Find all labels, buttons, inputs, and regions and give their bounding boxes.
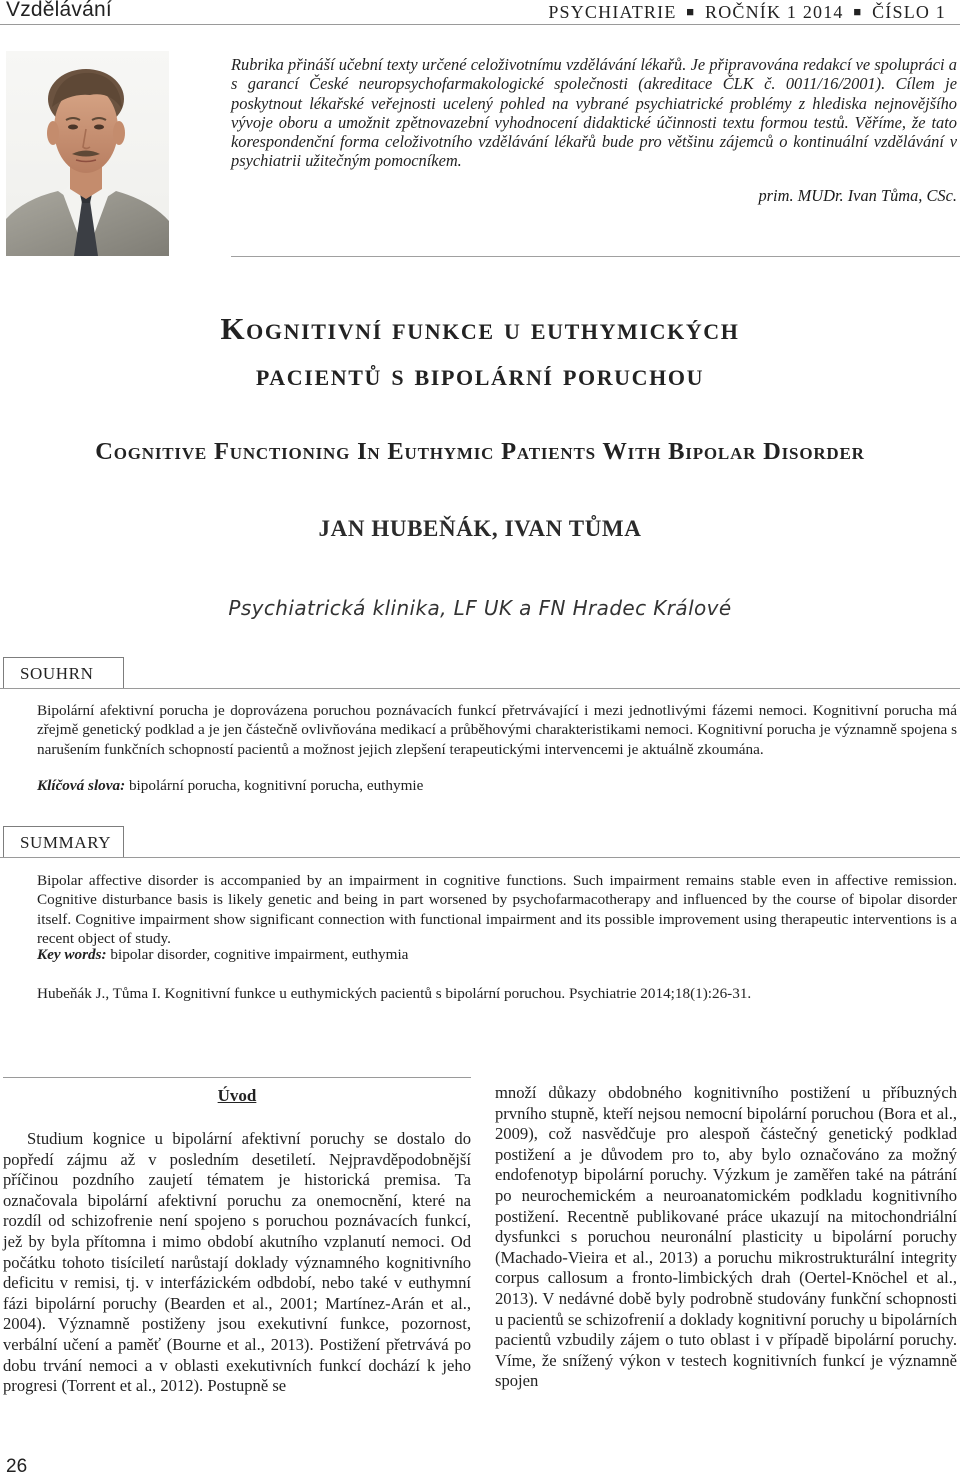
portrait-icon bbox=[6, 51, 169, 256]
separator-icon: ■ bbox=[853, 4, 863, 19]
summary-keywords-value: bipolar disorder, cognitive impairment, euthymia bbox=[110, 946, 409, 963]
summary-divider bbox=[0, 857, 960, 858]
souhrn-keywords-label: Klíčová slova: bbox=[37, 777, 126, 794]
journal-issue: ČÍSLO 1 bbox=[872, 2, 946, 22]
summary-keywords-label: Key words: bbox=[37, 946, 107, 963]
souhrn-divider bbox=[0, 688, 960, 689]
souhrn-keywords bbox=[37, 777, 957, 795]
section-divider bbox=[3, 1077, 471, 1078]
souhrn-label: SOUHRN bbox=[3, 657, 124, 688]
article-title-cz bbox=[0, 306, 960, 398]
summary-keywords bbox=[37, 946, 957, 964]
souhrn-keywords-value: bipolární porucha, kognitivní porucha, euthymie bbox=[128, 777, 424, 794]
page-number: 26 bbox=[6, 1456, 28, 1477]
article-title-en: Cognitive Functioning In Euthymic Patients With Bipolar Disorder bbox=[95, 438, 865, 465]
article-authors: JAN HUBEŇÁK, IVAN TŮMA bbox=[318, 516, 642, 541]
section-heading-text: Úvod bbox=[217, 1086, 257, 1105]
body-column-right: množí důkazy obdobného kognitivního postižení u příbuzných prvního stupně, kteří nejsou nemocní bipolární poruchou (Bora et al., 2009), což nasvědčuje pro alespoň částečný genetický podklad postižení a je důvodem pro to, aby bylo označováno za možný endofenotyp bipolární poruchy. Výzkum je zaměřen také na pátrání po neurochemickém a neuroanatomickém podkladu kognitivního postižení. Recentně publikované práce ukazují na mitochondriální dysfunkci s poruchou neuronální plasticity u bipolární poruchy (Machado-Vieira et al., 2013) a poruchu mikrostrukturální integrity corpus callosum a fronto-limbických drah (Oertel-Knöchel et al., 2013). V nedávné době byly podrobně studovány funkční schopnosti u pacientů se schizofrenií a doklady kognitivní poruchy u bipolárních pacientů vzbudily zájem o tuto oblast i v případě bipolární poruchy. Víme, že snížený výkon v testech kognitivních funkcí je významně spojen bbox=[495, 1083, 957, 1391]
article-title-cz-line1: Kognitivní funkce u euthymických bbox=[220, 311, 740, 346]
journal-header bbox=[548, 2, 946, 23]
journal-volume: ROČNÍK 1 bbox=[705, 2, 798, 22]
journal-year: 2014 bbox=[802, 2, 844, 22]
intro-divider bbox=[231, 256, 960, 257]
editor-signature: prim. MUDr. Ivan Tůma, CSc. bbox=[758, 186, 957, 205]
article-title-cz-line2: pacientů s bipolární poruchou bbox=[255, 357, 705, 392]
separator-icon: ■ bbox=[686, 4, 696, 19]
souhrn-text: Bipolární afektivní porucha je doprovázena poruchou poznávacích funkcí přetrvávající i mezi jednotlivými fázemi nemoci. Kognitivní porucha má zřejmě genetický podklad a je jen částečně ovlivňována medikací a průběhovými charakteristikami nemoci. Kognitivní porucha je významně spojena s narušením funkčních schopností pacientů a možnost jejich zlepšení terapeutickými intervencemi je aktuálně zkoumána. bbox=[37, 702, 957, 758]
article-affiliation: Psychiatrická klinika, LF UK a FN Hradec Králové bbox=[228, 596, 732, 620]
summary-label: SUMMARY bbox=[3, 826, 124, 857]
editor-portrait-photo bbox=[6, 51, 169, 256]
section-heading-uvod bbox=[3, 1086, 471, 1106]
article-citation: Hubeňák J., Tůma I. Kognitivní funkce u euthymických pacientů s bipolární poruchou. Psychiatrie 2014;18(1):26-31. bbox=[37, 985, 752, 1002]
summary-text: Bipolar affective disorder is accompanied by an impairment in cognitive functions. Such impairment remains stable even in affective remission. Cognitive disturbance basis is likely genetic and being in part worsened by psychofarmacotherapy and influenced by the course of bipolar disorder itself. Cognitive impairment show significant connection with functional impairment and its possible improvement using therapeutic interventions is a recent object of study. bbox=[37, 872, 957, 947]
journal-name: PSYCHIATRIE bbox=[548, 2, 677, 22]
section-label: Vzdělávání bbox=[6, 0, 112, 21]
body-column-left: Studium kognice u bipolární afektivní poruchy se dostalo do popředí zájmu až v posledním desetiletí. Nejpravděpodobnější příčinou pozdního zaujetí tématem je historická premisa. Ta označovala bipolární afektivní poruchu za onemocnění, které na rozdíl od schizofrenie není spojeno s poruchou poznávacích funkcí, jež by byla přítomna i mimo období akutního vzplanutí nemoci. Od počátku tohoto tisíciletí narůstají doklady významného kognitivního deficitu v remisi, tj. v interfázickém odbdobí, nebo také v euthymní fázi bipolární poruchy (Bearden et al., 2001; Martínez-Arán et al., 2004). Významně postiženy jsou exekutivní funkce, pozornost, verbální učení a paměť (Bourne et al., 2013). Postižení přetrvává po dobu trvání nemoci a v oblasti exekutivních funkcí dochází k jeho progresi (Torrent et al., 2012). Postupně se bbox=[3, 1129, 471, 1396]
column-intro-text: Rubrika přináší učební texty určené celoživotnímu vzdělávání lékařů. Je připravována redakcí ve spolupráci a s garancí České neuropsychofarmakologické společnosti (akreditace ČLK č. 0011/16/2001). Cílem je poskytnout lékařské veřejnosti ucelený pohled na vybrané psychiatrické problémy z hlediska nejnovějšího vývoje oboru a umožnit zpětnovazební vyhodnocení didaktické účinnosti textu formou testů. Věříme, že tato korespondenční forma celoživotního vzdělávání lékařů bude pro většinu zájemců o kontinuální vzdělávání v psychiatrii užitečným pomocníkem. bbox=[231, 55, 957, 171]
header-divider bbox=[0, 24, 960, 25]
